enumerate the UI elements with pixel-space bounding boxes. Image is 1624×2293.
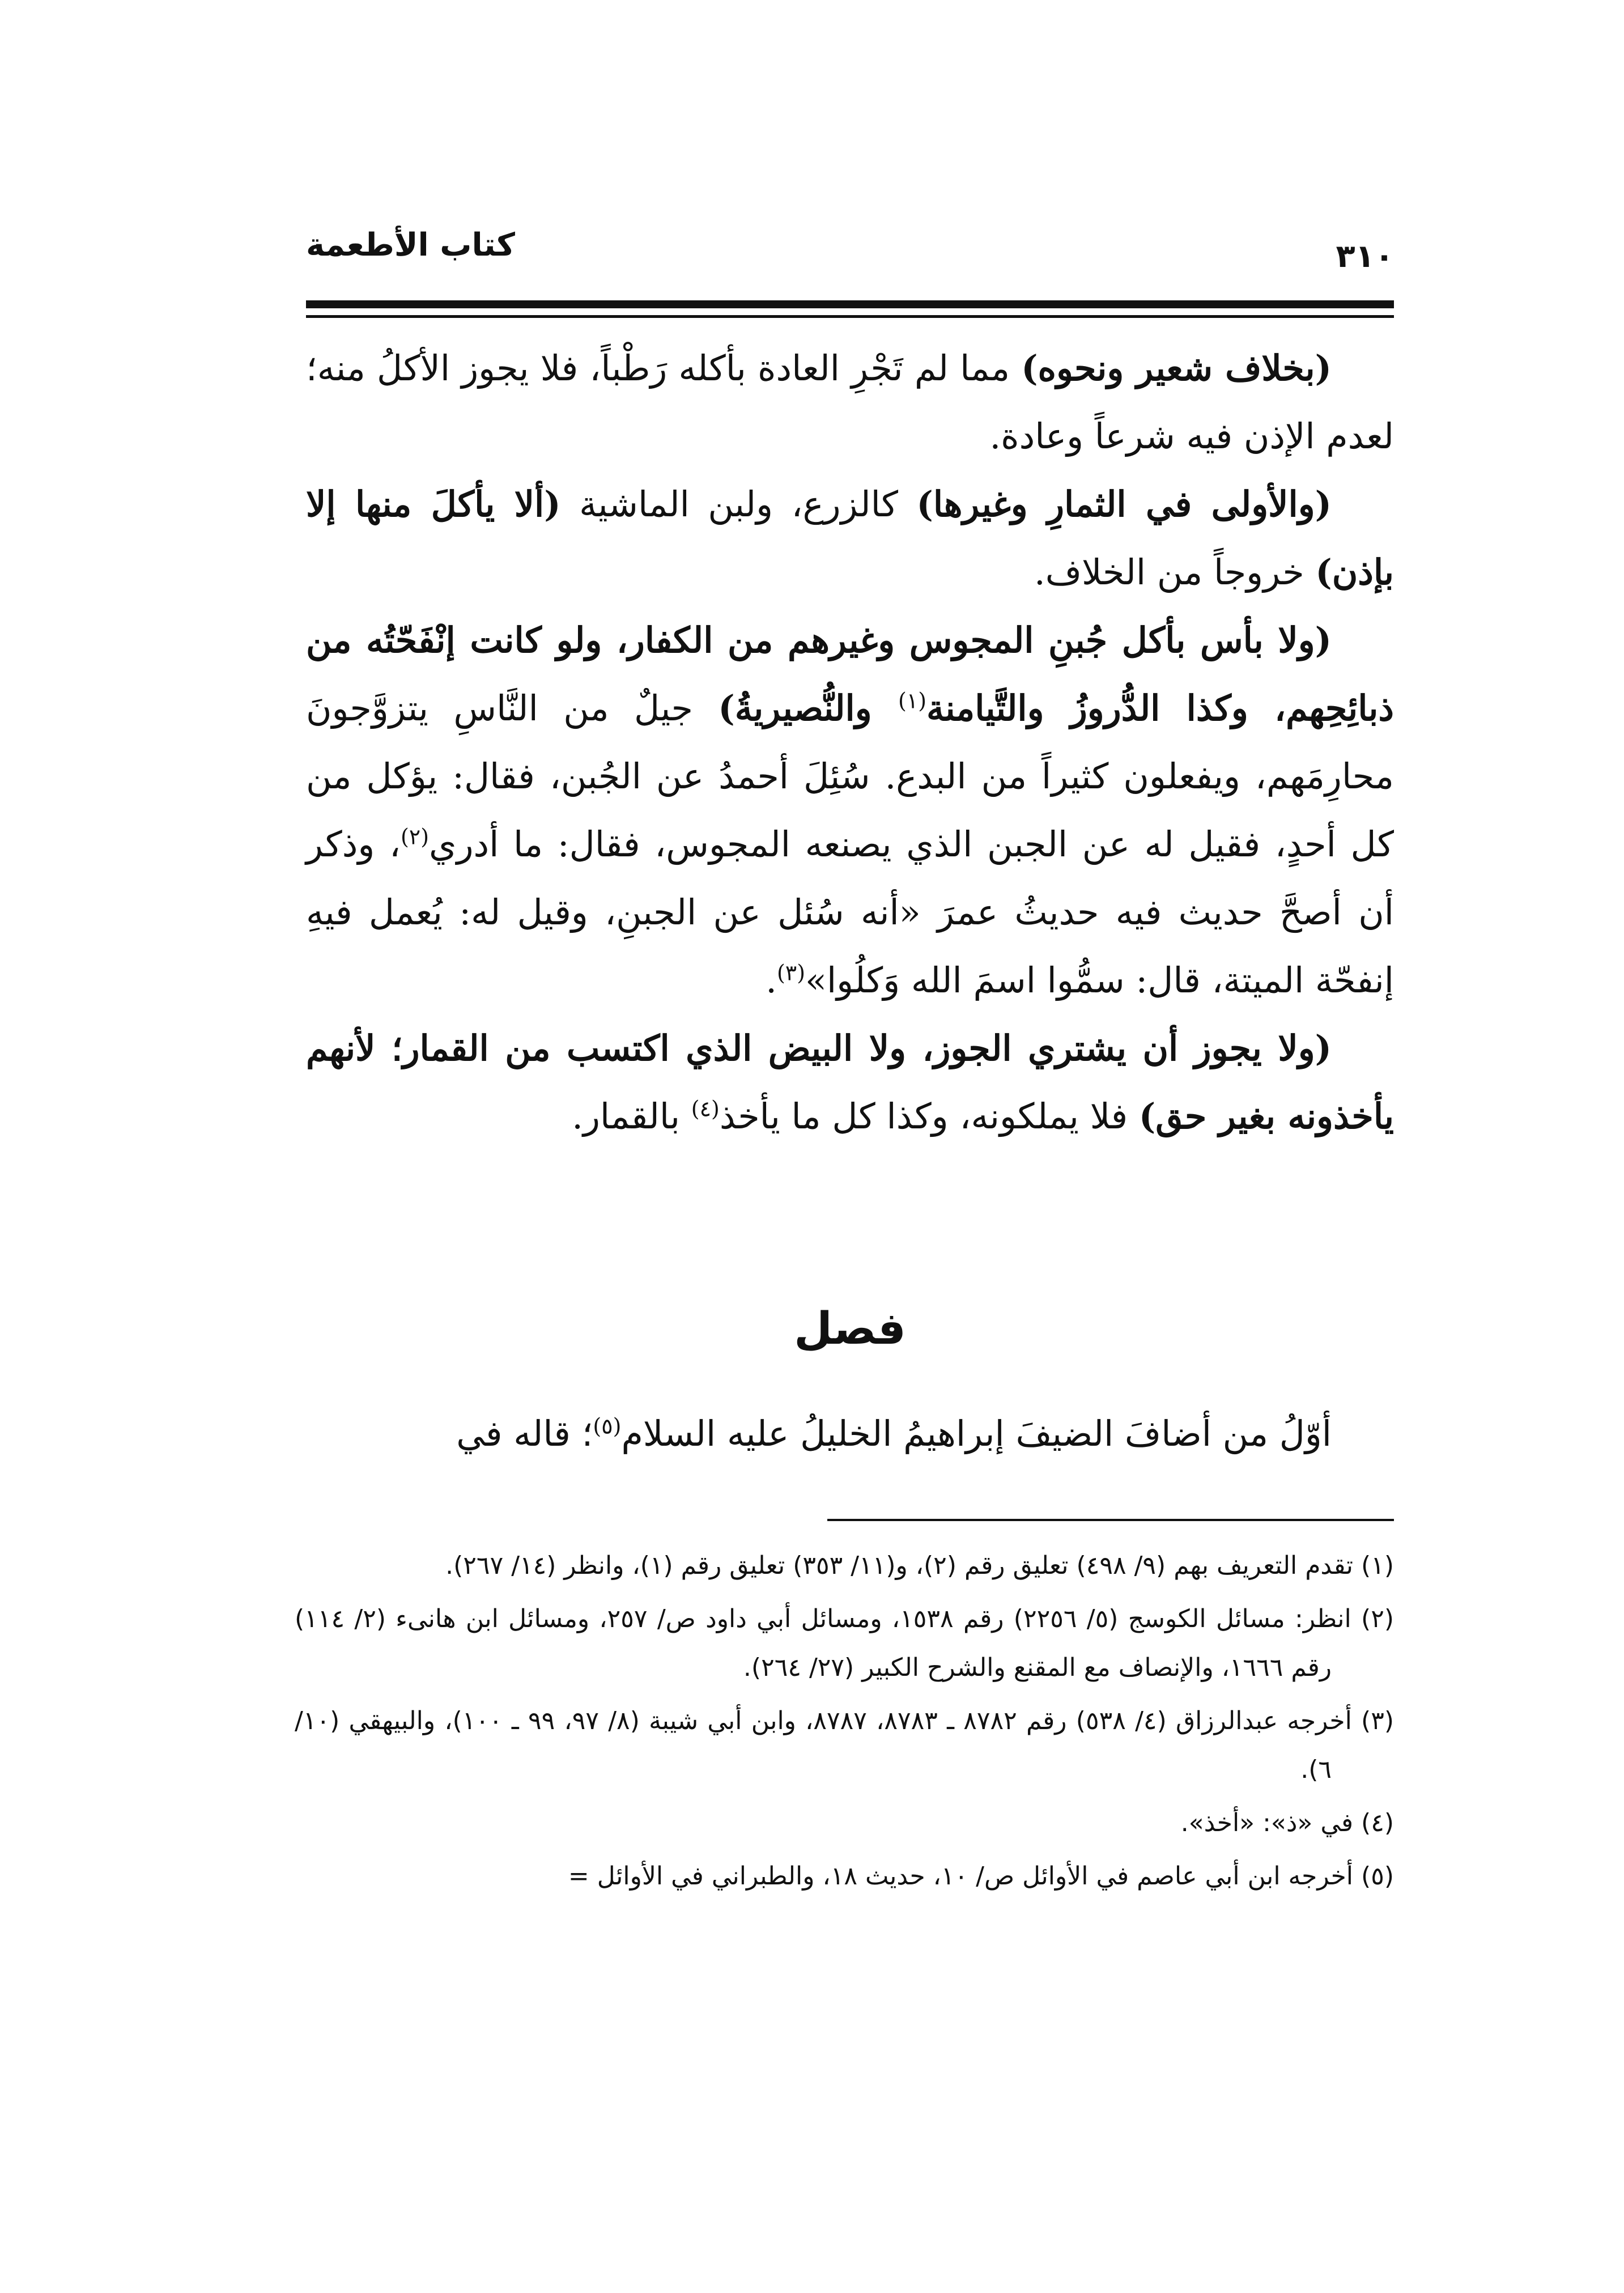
matn-text: (بخلاف شعير ونحوه) [1021, 347, 1332, 389]
footnote-3: (٣) أخرجه عبدالرزاق (٤/ ٥٣٨) رقم ٨٧٨٢ ـ ٨٧٨٣، ٨٧٨٧، وابن أبي شيبة (٨/ ٩٧، ٩٩ ـ ١٠٠)، والبيهقي (١٠/ ٦). [295, 1706, 1395, 1784]
footnote-4: (٤) في «ذ»: «أخذ». [1180, 1808, 1394, 1837]
sharh-text: جيلٌ من النَّاسِ يتزوَّجونَ محارِمَهم، ويفعلون كثيراً من البدع. سُئِلَ أحمدُ عن الجُبن، فقال: يؤكل من كل أحدٍ، فقيل له عن الجبن الذي يصنعه المجوس، فقال: ما أدري [306, 687, 1395, 865]
footnote-2: (٢) انظر: مسائل الكوسج (٥/ ٢٢٥٦) رقم ١٥٣٨، ومسائل أبي داود ص/ ٢٥٧، ومسائل ابن هانىء (٢/ ١١٤) رقم ١٦٦٦، والإنصاف مع المقنع والشرح الكبير (٢٧/ ٢٦٤). [295, 1604, 1394, 1682]
paragraph-4 [306, 1014, 1394, 1150]
sharh-text: فلا يملكونه، وكذا كل ما يأخذ [719, 1095, 1139, 1137]
main-text [306, 334, 1394, 1150]
footnote-5: (٥) أخرجه ابن أبي عاصم في الأوائل ص/ ١٠، حديث ١٨، والطبراني في الأوائل = [568, 1862, 1394, 1891]
header-rule-thick [306, 300, 1394, 308]
matn-text: (والأولى في الثمارِ وغيرها) [916, 483, 1332, 525]
footnote-ref: (٣) [776, 960, 806, 986]
footnote-separator [827, 1519, 1394, 1521]
header-rule-thin [306, 315, 1394, 318]
section-text: أوّلُ من أضافَ الضيفَ إبراهيمُ الخليلُ عليه السلام [621, 1413, 1332, 1454]
page-header [306, 227, 1394, 306]
footnote-1: (١) تقدم التعريف بهم (٩/ ٤٩٨) تعليق رقم (٢)، و(١١/ ٣٥٣) تعليق رقم (١)، وانظر (١٤/ ٢٦٧). [445, 1551, 1394, 1580]
footnote-ref: (٥) [593, 1413, 622, 1439]
paragraph-1 [306, 334, 1394, 470]
footnote-ref: (١) [898, 688, 927, 714]
matn-text: (ألا يأكلَ منها إلا بإذن) [306, 483, 1394, 593]
sharh-text: خروجاً من الخلاف. [1034, 551, 1316, 593]
paragraph-3 [306, 606, 1394, 1014]
matn-text: (ولا يجوز أن يشتري الجوز، ولا البيض الذي اكتسب من القمار؛ لأنهم يأخذونه بغير حق) [306, 1027, 1394, 1137]
paragraph-2 [306, 470, 1394, 606]
matn-text: والنُّصيريةُ) [718, 687, 898, 729]
matn-text: (ولا بأس بأكل جُبنِ المجوس وغيرهم من الكفار، ولو كانت إنْفَحّتُه من ذبائِحِهم، وكذا الدُّروزُ والتَّيامنة [306, 619, 1394, 729]
page-number: ٣١٠ [1336, 238, 1394, 275]
footnotes [295, 1542, 1394, 1905]
section-text-end: ؛ قاله في [456, 1413, 593, 1454]
section-first-line [306, 1400, 1394, 1468]
sharh-text: كالزرع، ولبن الماشية [560, 483, 917, 525]
footnote-ref: (٤) [691, 1096, 720, 1122]
sharh-text: . [766, 959, 777, 1001]
sharh-text: مما لم تَجْرِ العادة بأكله رَطْباً، فلا يجوز الأكلُ منه؛ لعدم الإذن فيه شرعاً وعادة. [306, 347, 1394, 457]
footnote-ref: (٢) [400, 824, 430, 850]
book-title: كتاب الأطعمة [306, 227, 515, 264]
sharh-text: ، وذكر أن أصحَّ حديث فيه حديثُ عمرَ «أنه سُئل عن الجبنِ، وقيل له: يُعمل فيهِ إنفحّة الميتة، قال: سمُّوا اسمَ الله وَكلُوا» [306, 823, 1394, 1001]
sharh-text: بالقمار. [572, 1095, 691, 1137]
section-heading: فصل [794, 1303, 906, 1354]
